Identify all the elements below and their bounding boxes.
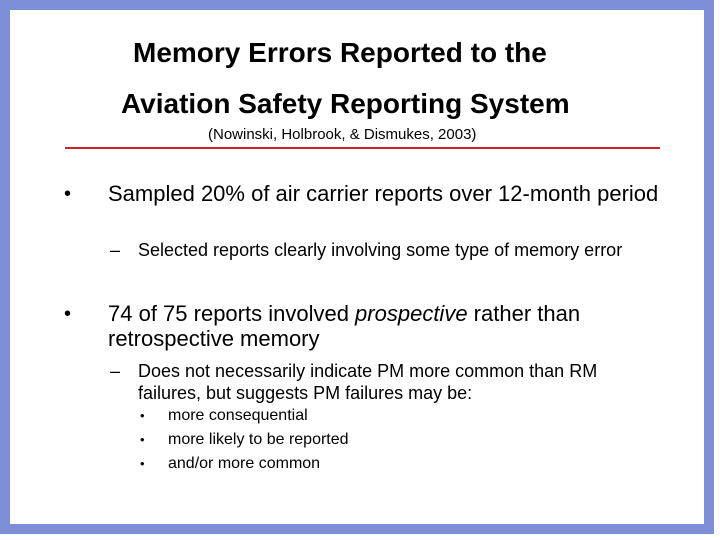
citation: (Nowinski, Holbrook, & Dismukes, 2003) — [208, 126, 477, 143]
sub-bullet-marker: • — [140, 432, 145, 447]
bullet-marker: • — [64, 183, 72, 205]
title-divider — [65, 147, 660, 149]
bullet-marker: • — [64, 303, 72, 325]
slide-title-line-2: Aviation Safety Reporting System — [121, 88, 570, 119]
bullet-1-sub-1-text: Selected reports clearly involving some type of memory error — [138, 240, 623, 260]
sub-bullet-item-1: more consequential — [168, 407, 308, 424]
dash-marker: – — [110, 361, 121, 381]
slide-title-line-1: Memory Errors Reported to the — [133, 37, 547, 68]
sub-bullet-item-2: more likely to be reported — [168, 431, 349, 448]
sub-bullet-item-3: and/or more common — [168, 455, 321, 472]
bullet-2-text — [108, 301, 668, 351]
bullet-2-emphasis: prospective — [355, 301, 468, 326]
sub-bullet-marker: • — [140, 408, 145, 423]
bullet-2-sub-1-text: Does not necessarily indicate PM more common than RM failures, but suggests PM failures may be: — [138, 361, 598, 403]
bullet-1-text: Sampled 20% of air carrier reports over 12-month period — [108, 181, 659, 206]
sub-bullet-marker: • — [140, 456, 145, 471]
dash-marker: – — [110, 240, 121, 260]
bullet-2-text-after: rather than retrospective memory — [108, 301, 581, 351]
bullet-2-text-before: 74 of 75 reports involved — [108, 301, 356, 326]
